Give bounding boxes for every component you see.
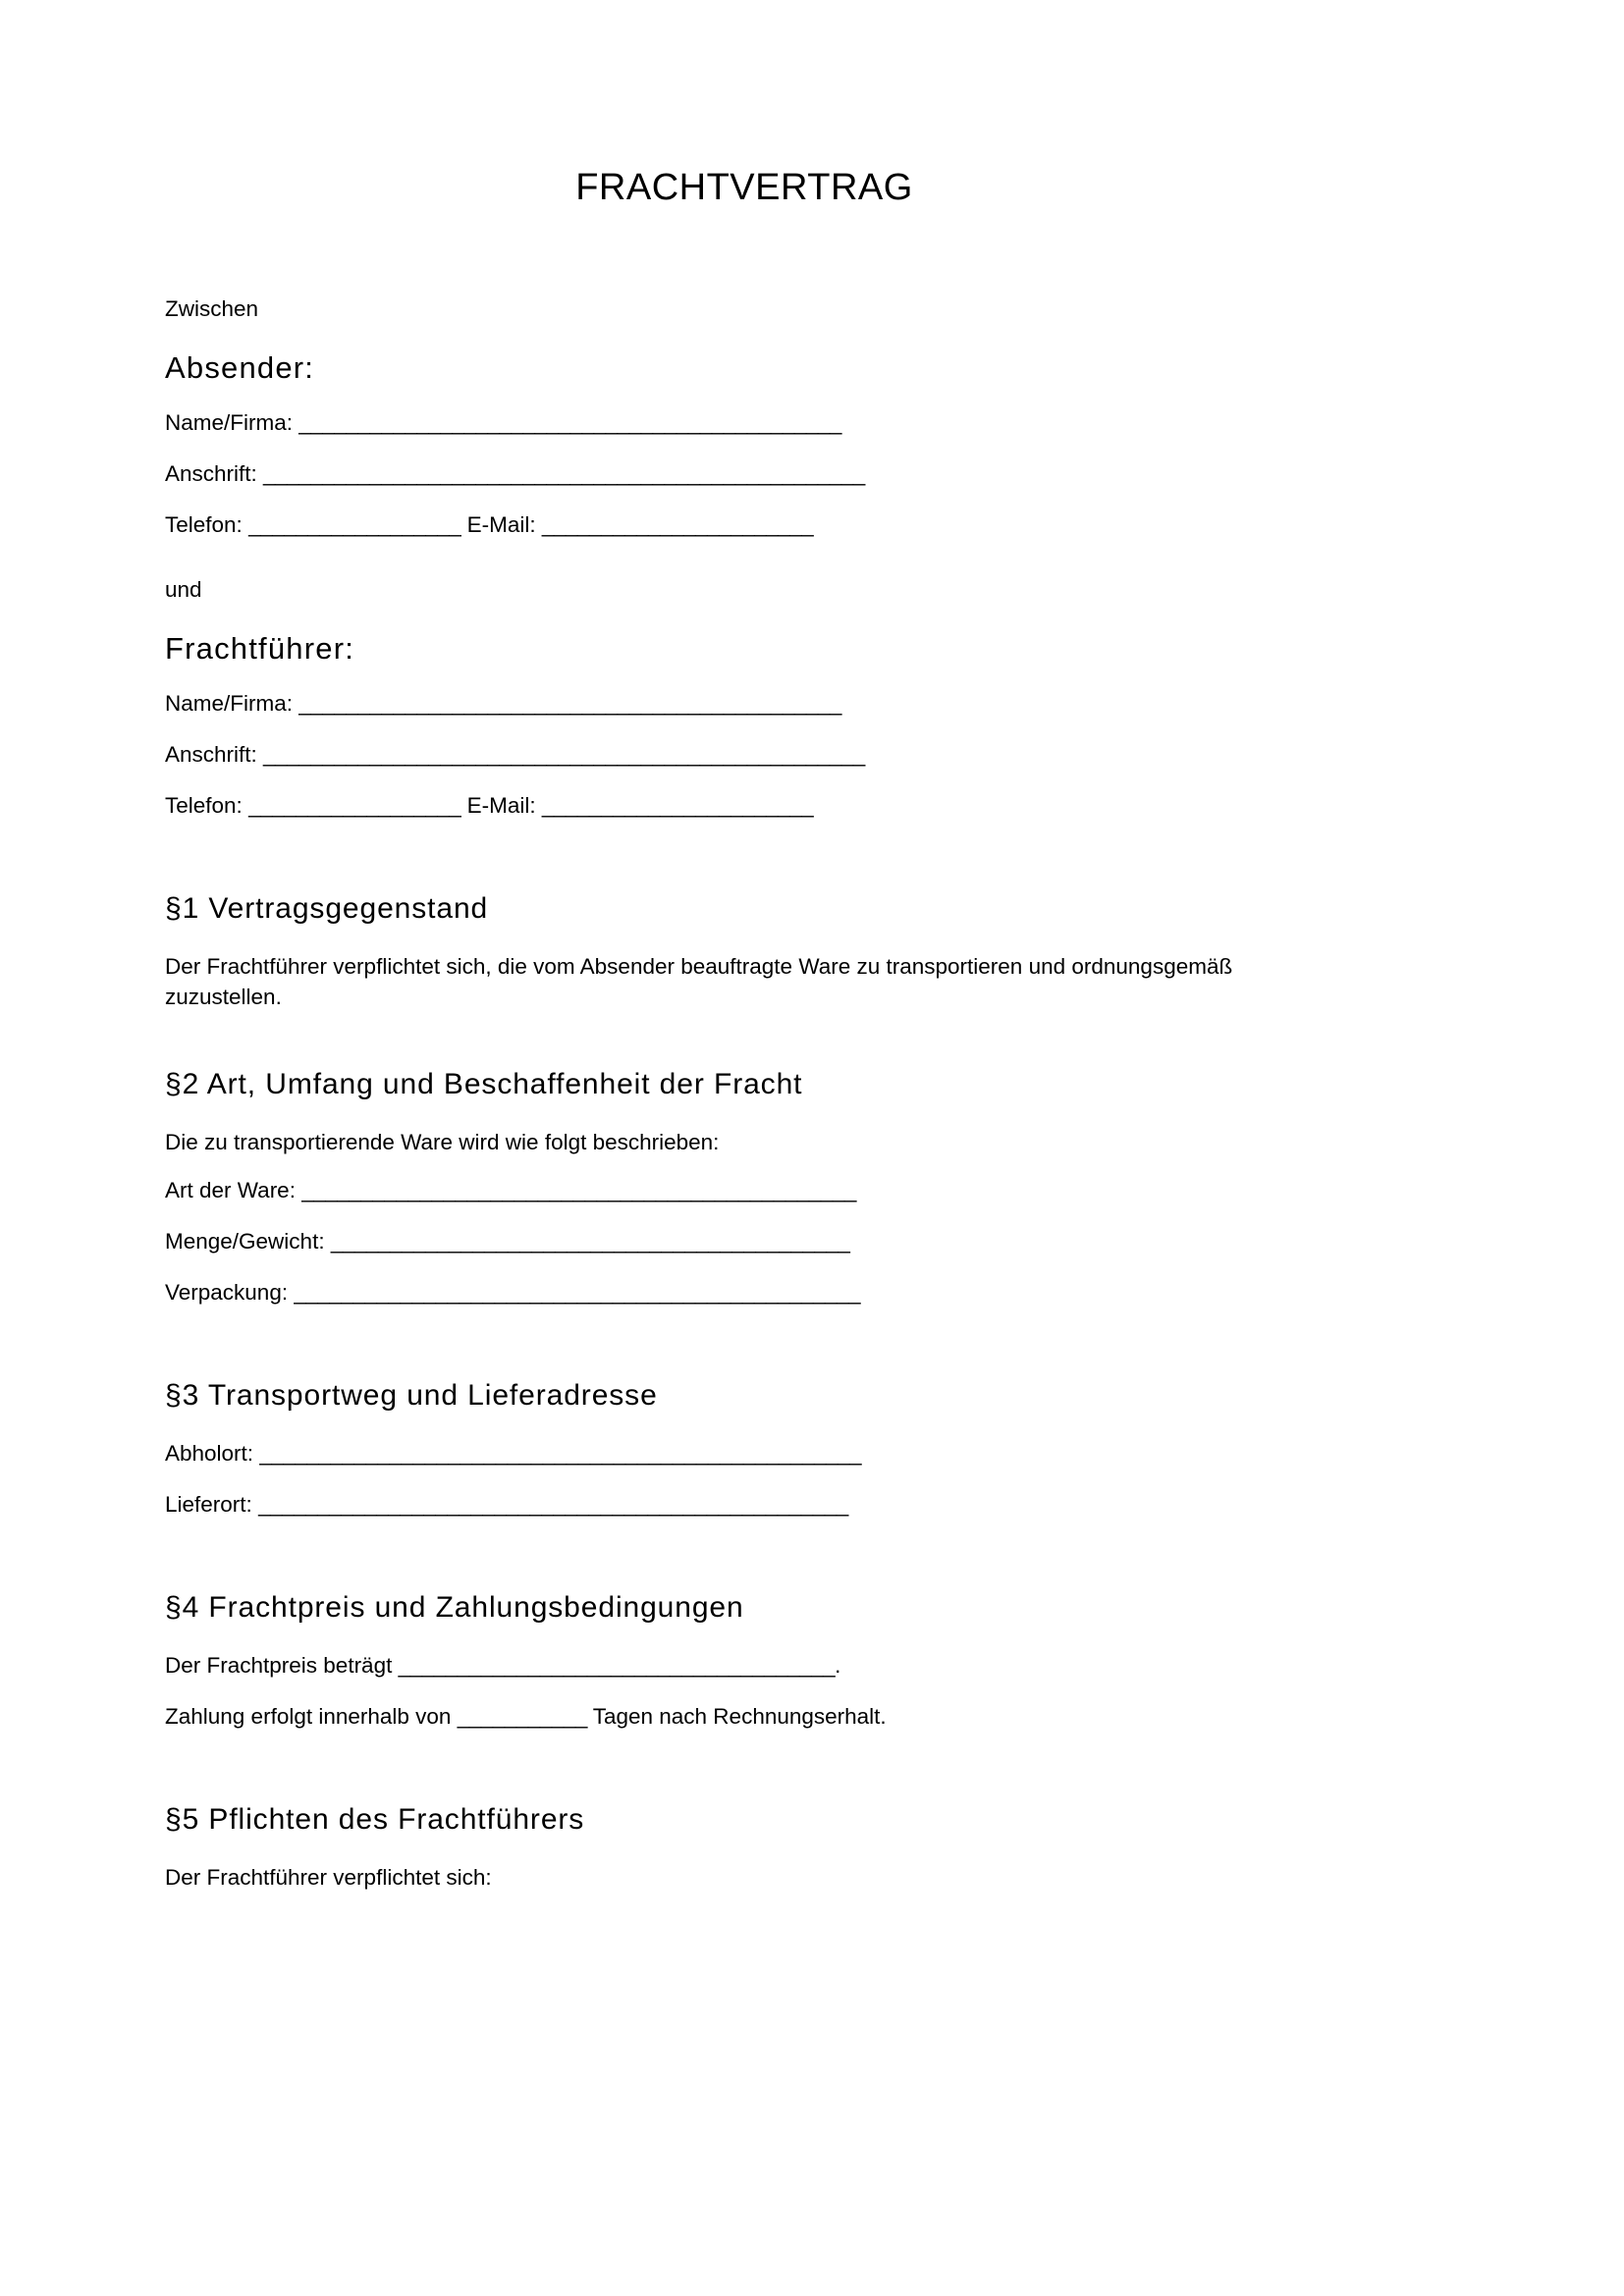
party-heading-frachtfuehrer: Frachtführer: [165,630,355,666]
intro-text: Zwischen [165,296,259,321]
field-label: Name/Firma: [165,409,294,435]
field-label: Name/Firma: [165,690,294,716]
field-row-menge-gewicht [165,1226,1471,1257]
section-heading-4: §4 Frachtpreis und Zahlungsbedingungen [165,1590,744,1624]
field-label: Menge/Gewicht: [165,1228,325,1254]
section-body-1: Der Frachtführer verpflichtet sich, die vom Absender beauftragte Ware zu transportieren und ordnungsgemäß zuzustellen. [165,953,1233,1009]
field-blank-telefon[interactable]: __________________ [248,511,461,537]
field-label: Verpackung: [165,1279,289,1305]
field-row-verpackung [165,1277,1471,1308]
section-heading-3: §3 Transportweg und Lieferadresse [165,1378,658,1412]
section-body-2: Die zu transportierende Ware wird wie folgt beschrieben: [165,1129,720,1154]
field-suffix: . [835,1652,841,1678]
field-row-frachtpreis [165,1650,1471,1682]
field-row-absender-kontakt [165,509,1471,541]
field-blank-telefon[interactable]: __________________ [248,792,461,818]
field-row-frachtfuehrer-kontakt [165,790,1471,822]
field-row-frachtfuehrer-anschrift [165,739,1471,771]
field-label: Art der Ware: [165,1178,296,1202]
field-label: Abholort: [165,1440,254,1466]
field-blank[interactable]: _______________________________________________ [301,1178,856,1202]
field-blank-email[interactable]: _______________________ [541,511,814,537]
field-row-art-der-ware [165,1175,1471,1206]
section-body-5: Der Frachtführer verpflichtet sich: [165,1864,492,1890]
section-heading-1: §1 Vertragsgegenstand [165,891,489,925]
field-blank[interactable]: ___________ [457,1703,587,1729]
page-title: FRACHTVERTRAG [575,167,913,208]
field-blank[interactable]: ________________________________________________ [294,1279,861,1305]
field-blank[interactable]: ____________________________________________ [330,1228,850,1254]
party-heading-absender: Absender: [165,349,315,385]
field-prefix: Der Frachtpreis beträgt [165,1652,399,1678]
field-row-absender-name [165,407,1471,439]
field-prefix: Zahlung erfolgt innerhalb von [165,1703,458,1729]
field-label: Telefon: [165,511,243,537]
field-blank[interactable]: __________________________________________________ [258,1491,848,1517]
field-row-frachtfuehrer-name [165,688,1471,720]
document-content [165,0,1471,1893]
field-label: Lieferort: [165,1491,252,1517]
field-label: Anschrift: [165,741,257,767]
field-label: Anschrift: [165,460,257,486]
field-blank[interactable]: ___________________________________________________ [263,741,865,767]
field-row-lieferort [165,1489,1471,1521]
field-blank[interactable]: ___________________________________________________ [259,1440,862,1466]
field-blank-email[interactable]: _______________________ [541,792,814,818]
field-suffix: Tagen nach Rechnungserhalt. [586,1703,887,1729]
field-blank[interactable]: ___________________________________________________ [263,460,865,486]
field-row-zahlungsfrist [165,1701,1471,1733]
field-row-absender-anschrift [165,458,1471,490]
conjunction-text: und [165,576,202,602]
field-blank[interactable]: ______________________________________________ [298,409,841,435]
section-heading-5: §5 Pflichten des Frachtführers [165,1802,585,1836]
field-blank[interactable]: _____________________________________ [398,1652,836,1678]
field-row-abholort [165,1438,1471,1469]
field-blank[interactable]: ______________________________________________ [298,690,841,716]
field-label-email: E-Mail: [466,792,536,818]
field-label: Telefon: [165,792,243,818]
field-label-email: E-Mail: [466,511,536,537]
section-heading-2: §2 Art, Umfang und Beschaffenheit der Fracht [165,1067,803,1100]
